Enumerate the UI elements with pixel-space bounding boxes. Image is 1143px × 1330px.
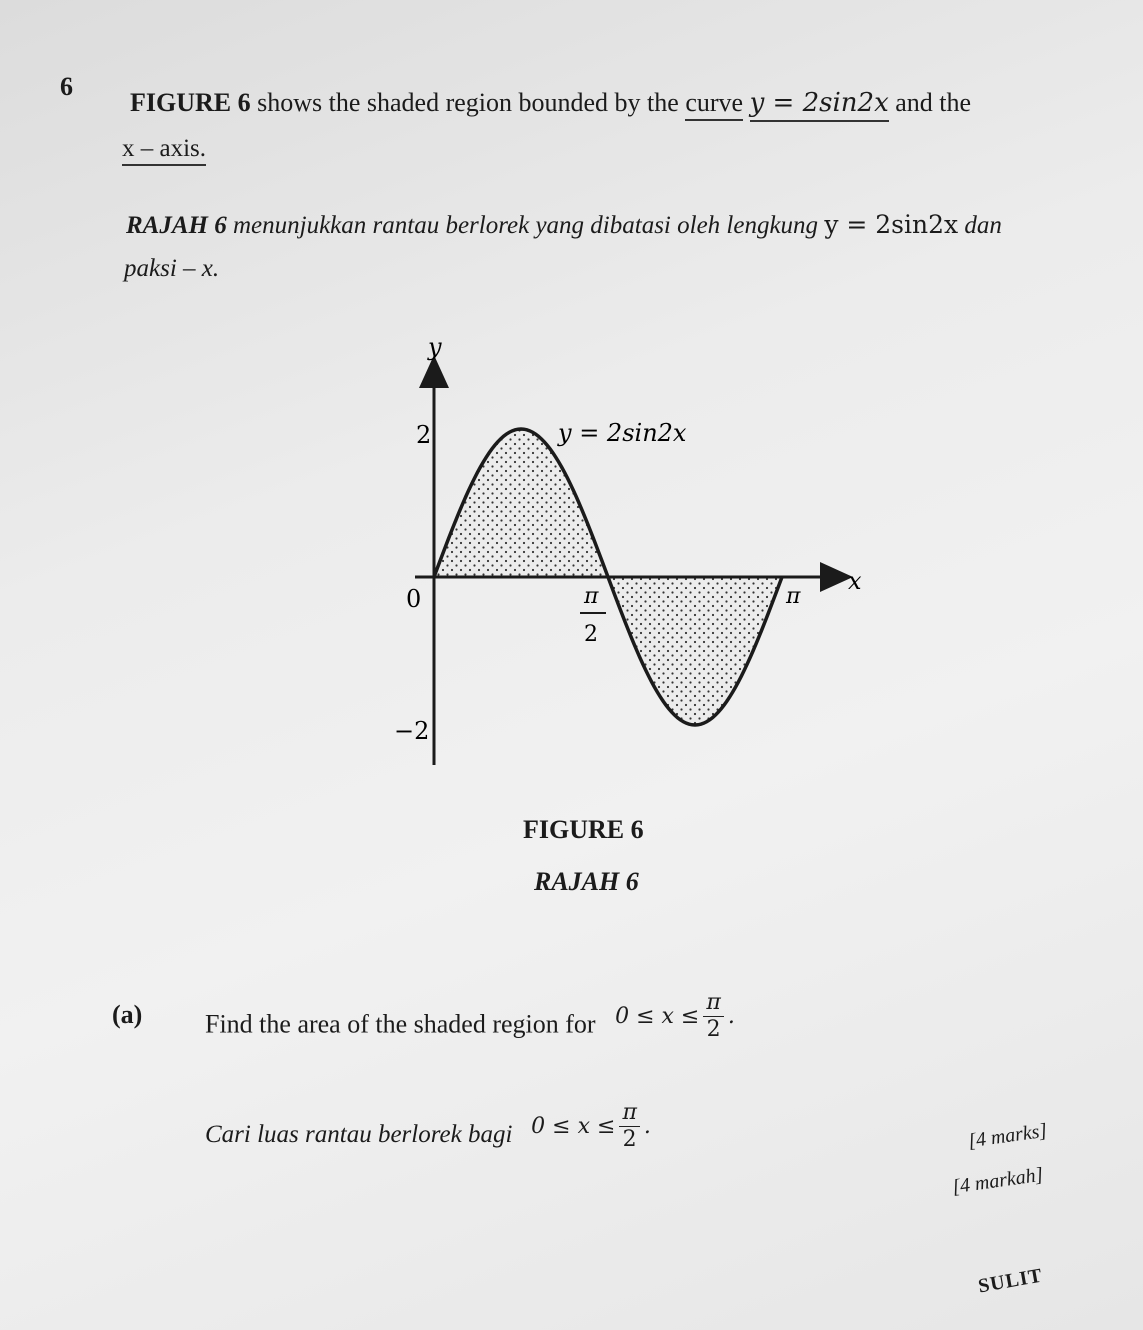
part-a-malay-inequality xyxy=(531,1102,651,1151)
ineq-period-ms: . xyxy=(643,1114,651,1139)
figure-ref: FIGURE 6 xyxy=(130,88,251,117)
tick-pi-over-2-numerator: π xyxy=(584,584,599,609)
marks-malay: [4 markah] xyxy=(950,1163,1045,1199)
curve-label: y = 2sin2x xyxy=(558,419,687,447)
frac-den-ms: 2 xyxy=(622,1127,637,1152)
question-text: shows the shaded region bounded by the xyxy=(250,88,686,117)
part-a-english-text: Find the area of the shaded region for xyxy=(205,1009,596,1039)
malay-text: menunjukkan rantau berlorek yang dibatasi oleh lengkung xyxy=(226,212,825,239)
origin-label: 0 xyxy=(406,585,422,613)
sine-graph xyxy=(360,325,900,775)
part-a-label: (a) xyxy=(112,1000,143,1029)
malay-equation: y = 2sin2x xyxy=(824,210,959,239)
ineq-fraction-ms xyxy=(619,1102,639,1151)
ineq-left: 0 ≤ x ≤ xyxy=(615,1004,700,1029)
frac-num-ms: π xyxy=(619,1102,639,1127)
shaded-region-negative xyxy=(608,577,782,725)
tick-pi-over-2-denominator: 2 xyxy=(584,622,598,647)
y-axis-label: y xyxy=(428,333,442,361)
question-number: 6 xyxy=(60,72,73,101)
y-tick-2: 2 xyxy=(416,421,432,449)
figure-caption-english: FIGURE 6 xyxy=(523,815,644,844)
figure-caption-malay: RAJAH 6 xyxy=(534,867,639,896)
part-a-malay xyxy=(205,1100,651,1161)
question-malay-line1 xyxy=(126,210,1002,240)
question-malay-line2: paksi – x. xyxy=(124,255,220,282)
shaded-region-positive xyxy=(434,429,608,577)
malay-text-end: dan xyxy=(958,212,1002,239)
part-a-english xyxy=(205,990,735,1051)
part-a-malay-text: Cari luas rantau berlorek bagi xyxy=(205,1121,513,1149)
frac-num: π xyxy=(703,992,723,1017)
x-axis-label: x xyxy=(848,567,862,595)
x-axis-text: x – axis. xyxy=(122,135,206,166)
sulit-footer: SULIT xyxy=(976,1264,1045,1298)
question-english-line2 xyxy=(122,135,206,163)
question-english-line1 xyxy=(130,88,971,118)
ineq-period: . xyxy=(727,1004,735,1029)
frac-den: 2 xyxy=(706,1017,721,1042)
part-a-inequality xyxy=(615,992,735,1041)
tick-pi: π xyxy=(786,584,801,609)
curve-word: curve xyxy=(685,88,743,121)
ineq-left-ms: 0 ≤ x ≤ xyxy=(531,1114,616,1139)
y-tick-neg2: −2 xyxy=(394,717,430,745)
marks-english: [4 marks] xyxy=(966,1119,1049,1153)
equation: y = 2sin2x xyxy=(750,88,889,122)
rajah-ref: RAJAH 6 xyxy=(126,212,227,239)
ineq-fraction xyxy=(703,992,723,1041)
question-text-end: and the xyxy=(888,88,972,117)
